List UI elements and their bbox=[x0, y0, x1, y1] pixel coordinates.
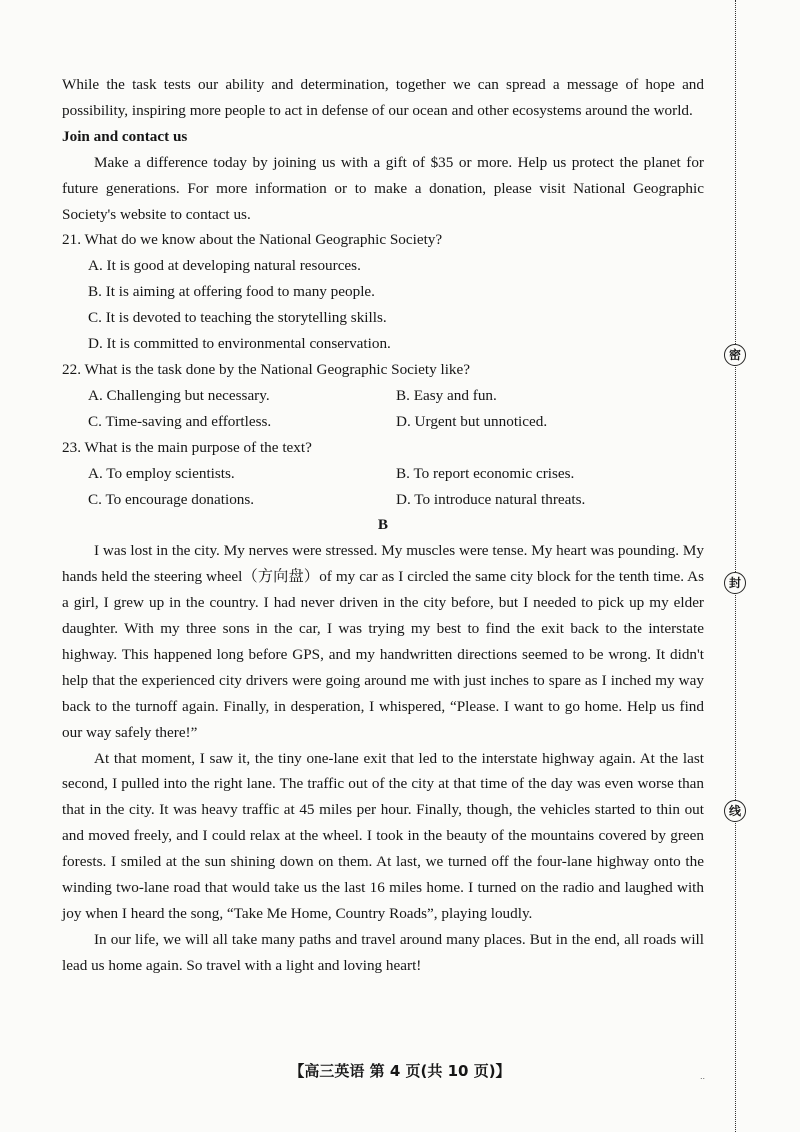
question-23-options-row-1 bbox=[88, 461, 704, 487]
question-21-stem: 21. What do we know about the National Geographic Society? bbox=[62, 231, 443, 249]
passage-a-closing: While the task tests our ability and determination, together we can spread a message of hope and possibility, inspiring more people to act in defense of our ocean and other ecosystems around the world. bbox=[62, 76, 704, 119]
question-23-option-b: B. To report economic crises. bbox=[396, 464, 575, 482]
seal-xian-icon: 线 bbox=[724, 800, 746, 822]
question-22-options-row-1 bbox=[88, 383, 704, 409]
passage-b-paragraph-1: I was lost in the city. My nerves were stressed. My muscles were tense. My heart was pounding. My hands held the steering wheel（方向盘）of my car as I circled the same city block for the tenth time. As a girl, I grew up in the country. I had never driven in the city before, but I needed to pick up my elder daughter. With my three sons in the car, I was trying my best to find the exit back to the interstate highway. This happened long before GPS, and my handwritten directions seemed to be wrong. It didn't help that the experienced city drivers were going around me with just inches to spare as I inched my way back to the turnoff again. Finally, in desperation, I whispered, “Please. I want to go home. Help us find our way safely there!” bbox=[62, 542, 704, 741]
join-heading: Join and contact us bbox=[62, 127, 188, 145]
question-21-option-d: D. It is committed to environmental conservation. bbox=[88, 335, 391, 353]
question-21-option-b: B. It is aiming at offering food to many people. bbox=[88, 283, 375, 301]
question-22-option-d: D. Urgent but unnoticed. bbox=[396, 412, 548, 430]
question-22-option-b: B. Easy and fun. bbox=[396, 386, 497, 404]
page-footer: 【高三英语 第 4 页(共 10 页)】 bbox=[289, 1062, 511, 1080]
question-22-stem: 22. What is the task done by the National Geographic Society like? bbox=[62, 360, 470, 378]
binding-dotted-line bbox=[735, 0, 736, 1132]
seal-feng-icon: 封 bbox=[724, 572, 746, 594]
question-22-option-a: A. Challenging but necessary. bbox=[88, 386, 270, 404]
passage-b-paragraph-2: At that moment, I saw it, the tiny one-lane exit that led to the interstate highway again. At the last second, I pulled into the right lane. The traffic out of the city at that time of the day was even worse than that in the city. It was heavy traffic at 45 miles per hour. Finally, though, the vehicles started to thin out and moved freely, and I could relax at the wheel. I took in the beauty of the mountains covered by green forests. I smiled at the sun shining down on them. At last, we turned off the four-lane highway onto the winding two-lane road that would take us the last 16 miles home. I turned on the radio and laughed with joy when I heard the song, “Take Me Home, Country Roads”, playing loudly. bbox=[62, 749, 704, 922]
question-23-options-row-2 bbox=[88, 487, 704, 513]
corner-mark: .. bbox=[700, 1072, 706, 1081]
passage-b-paragraph-3: In our life, we will all take many paths and travel around many places. But in the end, all roads will lead us home again. So travel with a light and loving heart! bbox=[62, 930, 704, 974]
question-23-option-d: D. To introduce natural threats. bbox=[396, 490, 586, 508]
exam-text bbox=[62, 72, 704, 979]
passage-a-contact: Make a difference today by joining us with a gift of $35 or more. Help us protect the planet for future generations. For more information or to make a donation, please visit National Geographic Society's website to contact us. bbox=[62, 153, 704, 223]
question-23-option-a: A. To employ scientists. bbox=[88, 464, 235, 482]
seal-mi-icon: 密 bbox=[724, 344, 746, 366]
passage-b-letter: B bbox=[377, 516, 389, 534]
question-21-option-a: A. It is good at developing natural resources. bbox=[88, 257, 361, 275]
question-21-option-c: C. It is devoted to teaching the storytelling skills. bbox=[88, 309, 387, 327]
question-22-option-c: C. Time-saving and effortless. bbox=[88, 412, 272, 430]
question-23-option-c: C. To encourage donations. bbox=[88, 490, 255, 508]
question-22-options-row-2 bbox=[88, 409, 704, 435]
question-23-stem: 23. What is the main purpose of the text? bbox=[62, 438, 312, 456]
